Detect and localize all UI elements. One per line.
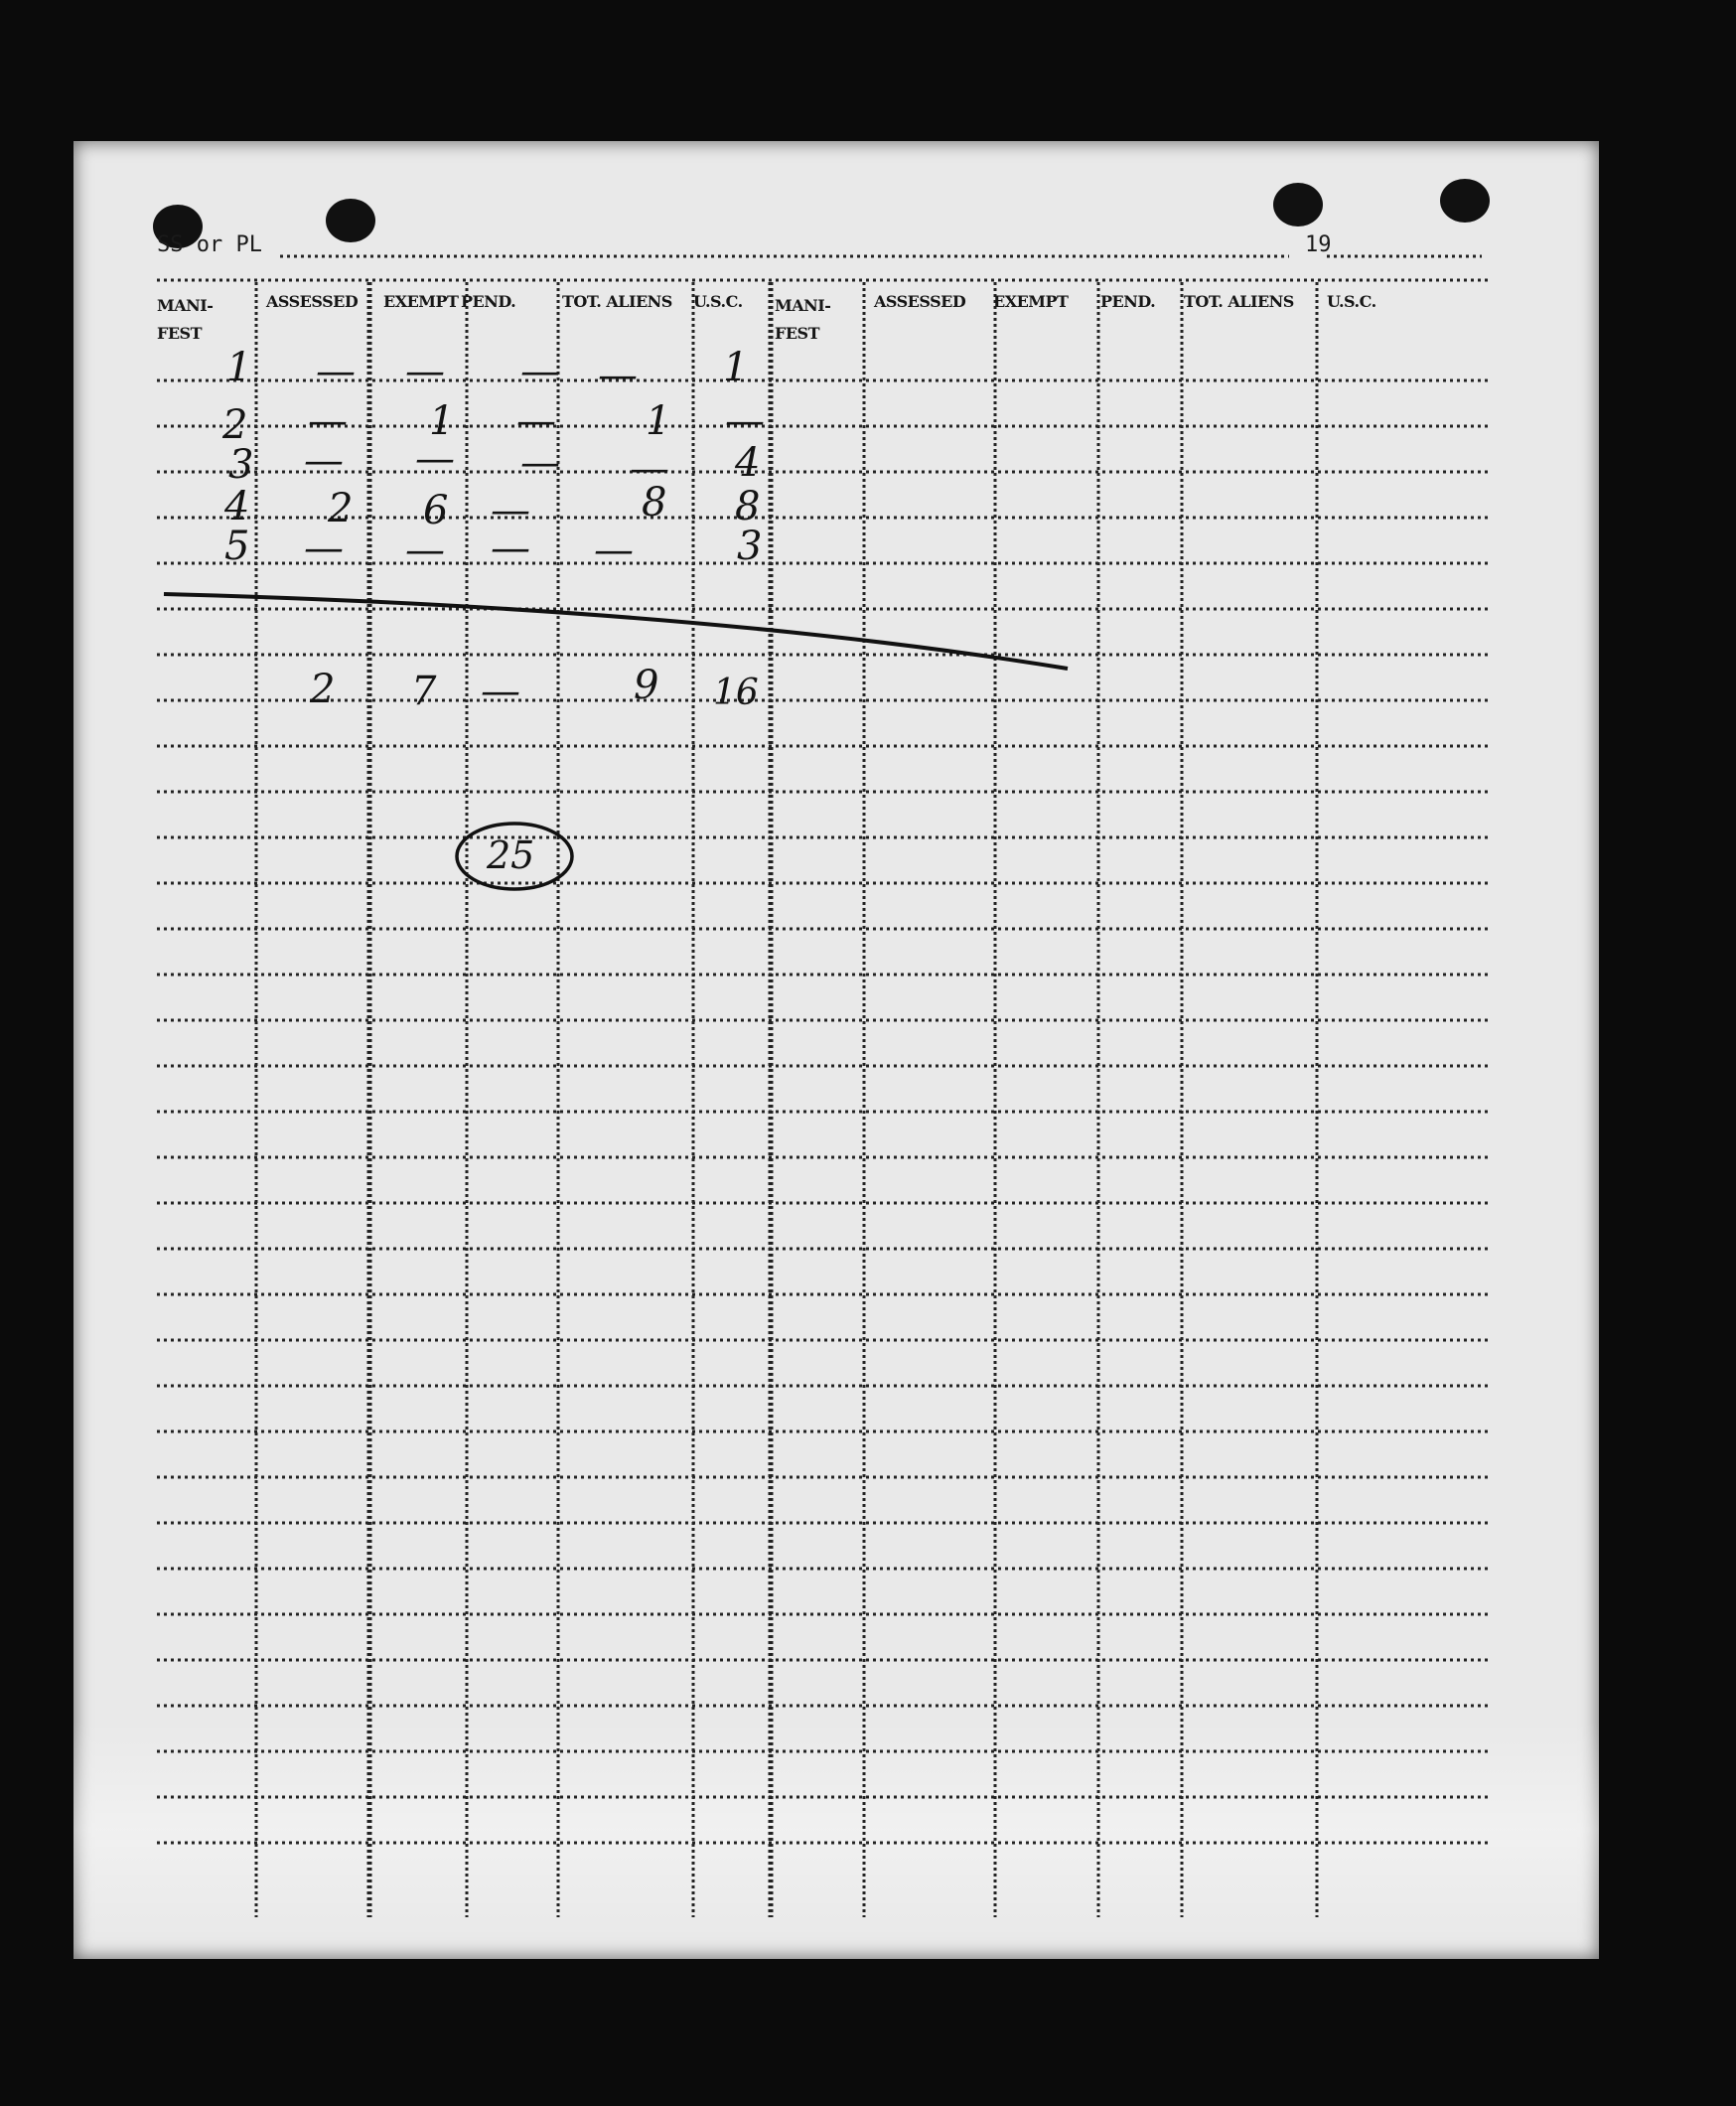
row-5-exempt: — (405, 527, 445, 573)
row-5-pend: — (491, 526, 530, 571)
row-1-exempt: — (405, 349, 445, 394)
row-3-tot-aliens: — (630, 446, 669, 492)
total-pend: — (481, 669, 520, 714)
row-3-pend: — (520, 440, 560, 486)
row-1-assessed: — (316, 349, 356, 394)
row-2-assessed: — (308, 398, 348, 444)
row-2-usc: — (725, 398, 765, 444)
row-5-usc: 3 (737, 524, 763, 569)
row-1-usc: 1 (723, 345, 749, 390)
col-header-manifest-2: MANI- FEST (775, 296, 831, 343)
total-assessed: 2 (310, 667, 336, 712)
row-1-tot-aliens: — (598, 353, 638, 398)
row-3-exempt: — (415, 436, 455, 482)
col-header-exempt-2: EXEMPT (993, 292, 1069, 311)
row-3-manifest: 3 (228, 442, 254, 488)
grand-total: 25 (487, 833, 535, 877)
col-header-pend: PEND. (461, 292, 516, 311)
row-1-pend: — (520, 349, 560, 394)
col-header-assessed-2: ASSESSED (874, 292, 966, 311)
row-4-pend: — (491, 488, 530, 533)
col-header-exempt: EXEMPT (383, 292, 459, 311)
total-tot-aliens: 9 (634, 663, 659, 708)
hand-drawn-strikeline (164, 594, 1068, 669)
row-2-tot-aliens: 1 (646, 398, 671, 444)
row-5-assessed: — (304, 526, 344, 571)
row-2-manifest: 2 (222, 402, 248, 448)
row-1-manifest: 1 (226, 345, 252, 390)
year-label: 19 (1305, 232, 1332, 257)
col-header-usc-2: U.S.C. (1327, 292, 1376, 311)
col-header-pend-2: PEND. (1100, 292, 1156, 311)
col-header-tot-aliens: TOT. ALIENS (562, 292, 672, 311)
col-header-manifest: MANI- FEST (157, 296, 214, 343)
row-2-pend: — (516, 398, 556, 444)
row-4-usc: 8 (735, 484, 761, 529)
row-2-exempt: 1 (429, 398, 455, 444)
row-4-assessed: 2 (328, 486, 354, 531)
row-4-exempt: 6 (423, 488, 449, 533)
row-3-assessed: — (304, 438, 344, 484)
vessel-label: SS or PL (157, 232, 262, 257)
col-header-usc: U.S.C. (693, 292, 743, 311)
col-header-tot-aliens-2: TOT. ALIENS (1184, 292, 1294, 311)
row-3-usc: 4 (735, 440, 761, 486)
col-header-assessed: ASSESSED (266, 292, 359, 311)
row-4-tot-aliens: 8 (642, 480, 667, 526)
row-5-tot-aliens: — (594, 527, 634, 573)
row-4-manifest: 4 (224, 484, 250, 529)
total-exempt: 7 (411, 669, 437, 714)
total-usc: 16 (713, 673, 759, 713)
row-5-manifest: 5 (224, 524, 250, 569)
